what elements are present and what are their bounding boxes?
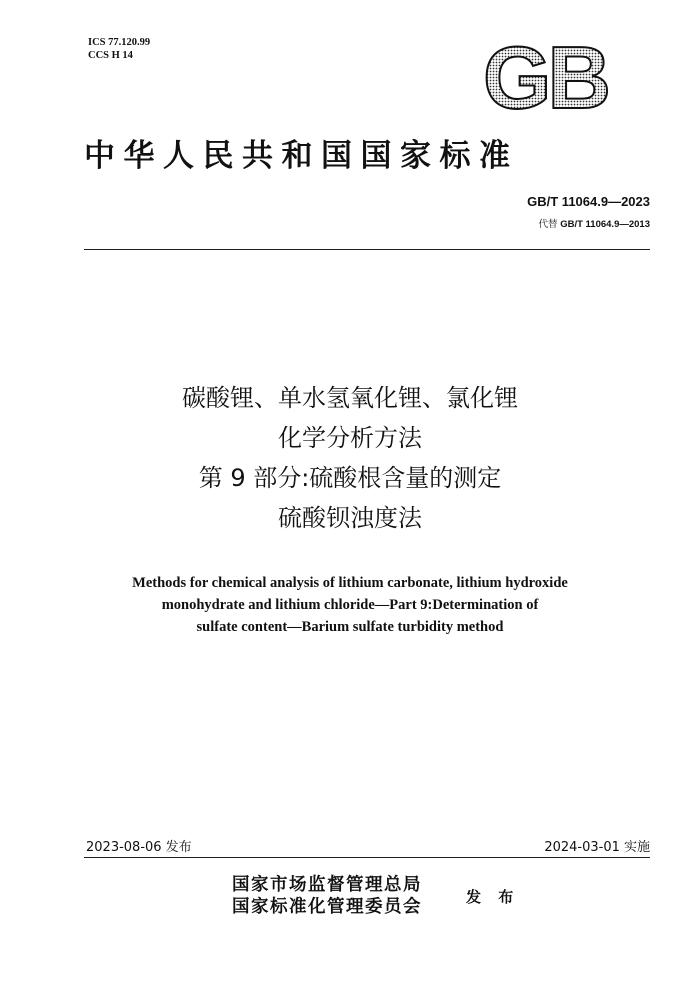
replaced-standard-number: GB/T 11064.9—2013 [560,219,650,230]
chinese-title-line: 硫酸钡浊度法 [278,504,422,532]
header-divider [84,249,650,250]
implementation-date: 2024-03-01 实施 [544,840,650,855]
chinese-title-line: 第 9 部分:硫酸根含量的测定 [198,464,502,492]
english-title-line: sulfate content—Barium sulfate turbidity method [196,619,504,635]
gb-logo [474,40,616,116]
english-title [60,572,640,638]
publish-label: 发 布 [466,888,520,906]
english-title-line: Methods for chemical analysis of lithium carbonate, lithium hydroxide [132,575,568,591]
replaces-standard [539,216,650,230]
footer-divider [84,857,650,858]
issuing-authority: 国家市场监督管理总局 [232,875,422,895]
gb-logo-text: GB [483,40,607,116]
replaces-prefix: 代替 [538,219,558,230]
standard-number: GB/T 11064.9—2023 [527,194,650,209]
issuing-authority: 国家标准化管理委员会 [232,897,422,917]
english-title-line: monohydrate and lithium chloride—Part 9:Determination of [161,597,539,613]
national-standard-title: 中华人民共和国国家标准 [84,138,519,174]
chinese-title [0,378,700,538]
chinese-title-line: 碳酸锂、单水氢氧化锂、氯化锂 [182,384,518,412]
chinese-title-line: 化学分析方法 [278,424,422,452]
issuing-authorities [232,874,422,918]
ccs-code: CCS H 14 [88,50,133,61]
ics-code: ICS 77.120.99 [88,37,151,48]
issue-date: 2023-08-06 发布 [86,840,192,855]
classification-codes [88,36,150,62]
